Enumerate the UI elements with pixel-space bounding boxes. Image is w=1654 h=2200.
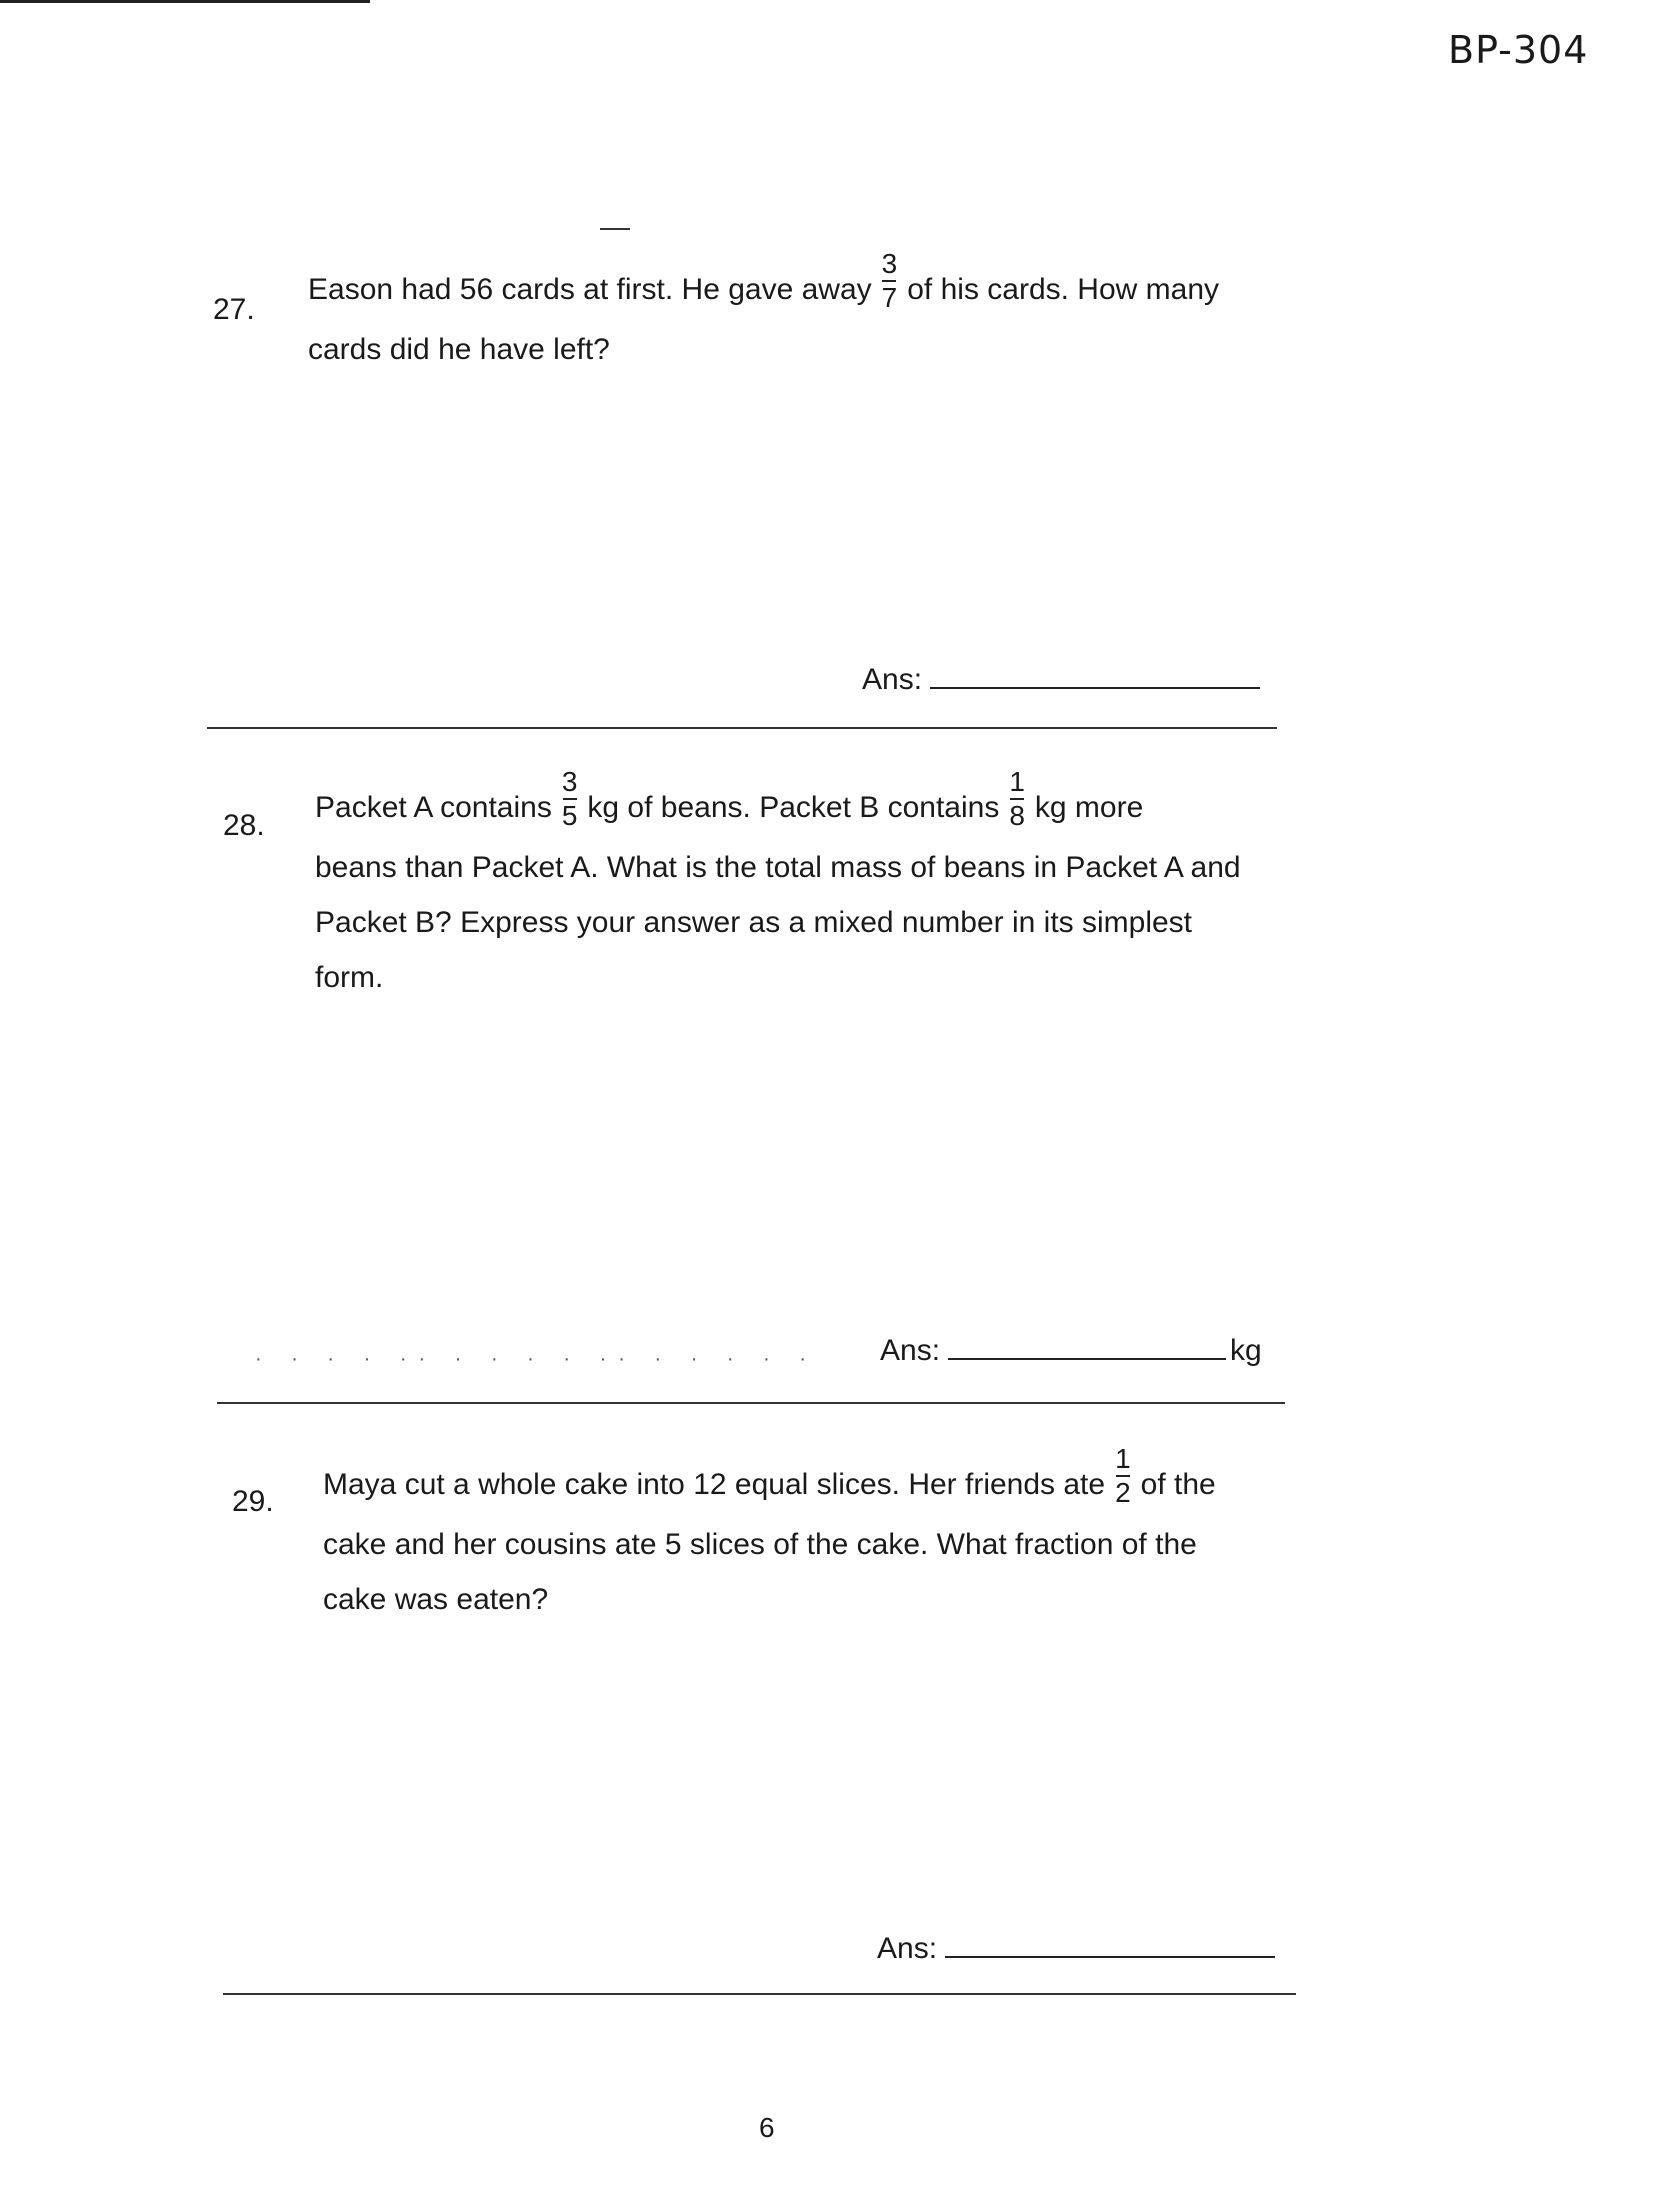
document-code: BP-304 [1448,28,1589,72]
answer-blank[interactable] [948,1358,1226,1360]
question-line [308,248,1308,322]
fraction [562,768,578,830]
scan-speckles: · · · · ·· · · · · ·· · · · · · [255,1348,819,1370]
question-line: cards did he have left? [308,333,610,366]
question-number: 29. [232,1485,274,1518]
denominator: 2 [1115,1477,1131,1508]
question-line [323,1443,1323,1517]
question-line: form. [315,961,384,994]
numerator: 3 [561,766,578,797]
question-text [308,248,1308,377]
text-run: of the [1140,1467,1216,1501]
section-divider [217,1402,1285,1404]
stray-dash-mark [600,228,630,230]
denominator: 7 [881,282,898,313]
question-text [323,1443,1323,1627]
answer-area [877,1932,1275,1966]
question-line: Packet B? Express your answer as a mixed number in its simplest [315,906,1193,939]
question-line [315,766,1315,840]
question-line: beans than Packet A. What is the total mass of beans in Packet A and [315,851,1241,884]
answer-unit: kg [1230,1334,1262,1367]
question-number: 27. [213,293,255,326]
answer-area [862,663,1260,697]
fraction [1009,768,1025,830]
answer-label: Ans: [862,663,923,696]
text-run: Packet A contains [315,790,552,824]
answer-area [880,1334,1262,1368]
numerator: 1 [1115,1443,1131,1474]
text-run: Eason had 56 cards at first. He gave away [308,272,872,306]
fraction [1115,1445,1131,1507]
section-divider [207,727,1277,729]
denominator: 5 [561,800,578,831]
answer-blank[interactable] [945,1956,1275,1958]
text-run: kg of beans. Packet B contains [587,790,1000,824]
answer-label: Ans: [880,1334,941,1367]
question-line: cake was eaten? [323,1583,549,1616]
text-run: of his cards. How many [907,272,1220,306]
numerator: 3 [881,248,898,279]
denominator: 8 [1009,800,1025,831]
question-number: 28. [223,809,265,842]
section-divider [223,1993,1296,1995]
answer-blank[interactable] [930,687,1260,689]
text-run: kg more [1034,790,1144,824]
question-text [315,766,1315,1005]
question-line: cake and her cousins ate 5 slices of the cake. What fraction of the [323,1528,1197,1561]
numerator: 1 [1009,766,1025,797]
answer-label: Ans: [877,1932,938,1965]
top-edge-rule [0,0,370,3]
fraction [882,250,898,312]
page-number: 6 [759,2112,775,2143]
text-run: Maya cut a whole cake into 12 equal slices. Her friends ate [323,1467,1106,1501]
